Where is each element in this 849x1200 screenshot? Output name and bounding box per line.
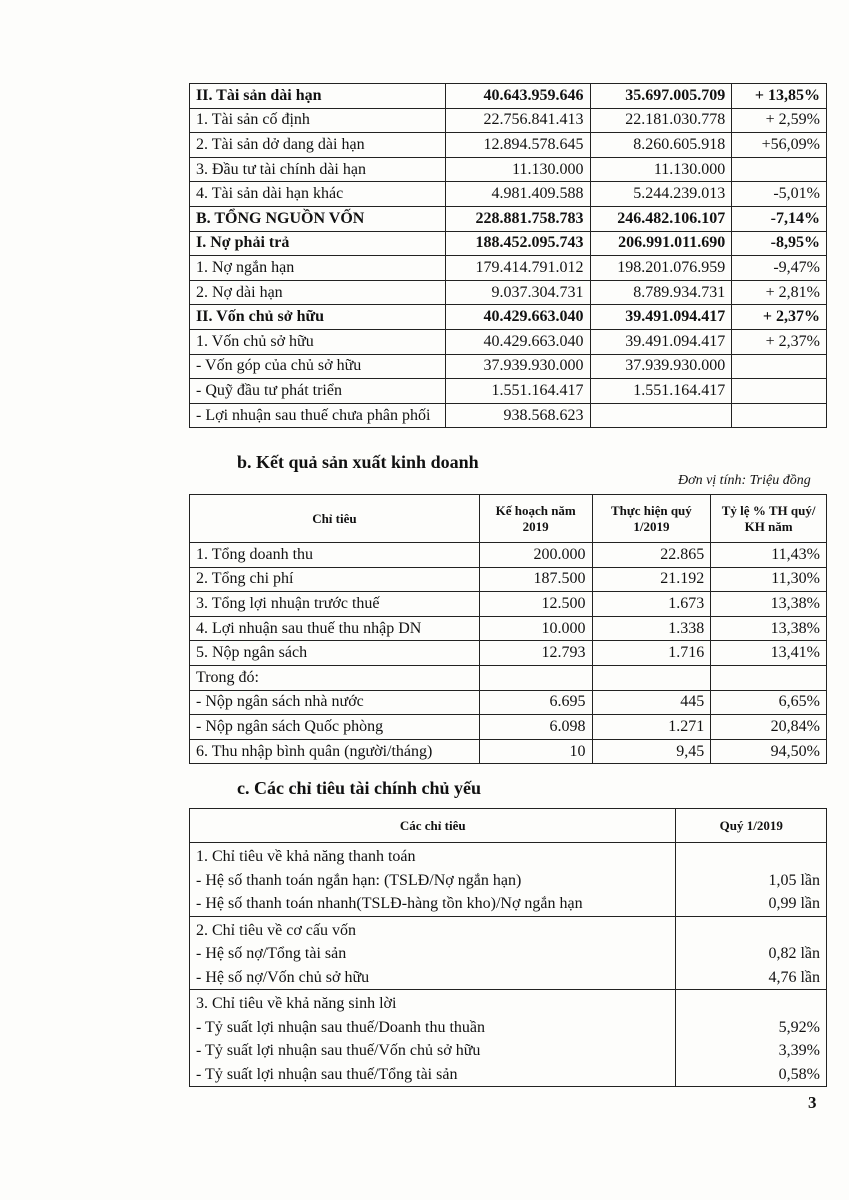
ratio-value: 13,38% <box>711 616 827 641</box>
table-row <box>190 206 827 231</box>
value-col2: 5.244.239.013 <box>590 182 732 207</box>
row-label: 3. Tổng lợi nhuận trước thuế <box>190 592 480 617</box>
table-row <box>190 305 827 330</box>
row-label: 6. Thu nhập bình quân (người/tháng) <box>190 739 480 764</box>
row-label: Trong đó: <box>190 665 480 690</box>
value-col3: +56,09% <box>732 133 827 158</box>
plan-value: 6.695 <box>479 690 592 715</box>
group-labels <box>190 990 676 1087</box>
table-row <box>190 329 827 354</box>
plan-value <box>479 665 592 690</box>
page-number: 3 <box>808 1093 817 1112</box>
plan-value: 12.500 <box>479 592 592 617</box>
header-ratio: Tỷ lệ % TH quý/ KH năm <box>711 495 827 543</box>
row-label: 1. Tài sản cố định <box>190 108 446 133</box>
row-label: 5. Nộp ngân sách <box>190 641 480 666</box>
actual-value: 1.716 <box>592 641 711 666</box>
spacer <box>682 992 820 1016</box>
indicator-value: 1,05 lần <box>768 871 820 889</box>
value-col2: 39.491.094.417 <box>590 305 732 330</box>
section-c-title: c. Các chỉ tiêu tài chính chủ yếu <box>237 778 482 798</box>
value-col2: 198.201.076.959 <box>590 256 732 281</box>
header-quarter: Quý 1/2019 <box>676 809 827 843</box>
value-col3: -7,14% <box>732 206 827 231</box>
value-col1: 938.568.623 <box>445 403 590 428</box>
ratio-value: 6,65% <box>711 690 827 715</box>
header-indicators: Các chỉ tiêu <box>190 809 676 843</box>
value-col1: 40.643.959.646 <box>445 84 590 109</box>
ratio-value: 13,41% <box>711 641 827 666</box>
table-row <box>190 616 827 641</box>
value-col1: 12.894.578.645 <box>445 133 590 158</box>
ratio-value: 11,43% <box>711 543 827 568</box>
table-row <box>190 641 827 666</box>
indicator-label: - Tỷ suất lợi nhuận sau thuế/Vốn chủ sở hữu <box>196 1042 481 1059</box>
actual-value: 1.271 <box>592 715 711 740</box>
spacer <box>682 919 820 943</box>
group-title: 2. Chỉ tiêu về cơ cấu vốn <box>196 921 356 939</box>
row-label: 1. Vốn chủ sở hữu <box>190 329 446 354</box>
table-row <box>190 567 827 592</box>
row-label: 2. Tổng chi phí <box>190 567 480 592</box>
row-label: - Quỹ đầu tư phát triển <box>190 379 446 404</box>
value-col1: 9.037.304.731 <box>445 280 590 305</box>
indicator-value: 4,76 lần <box>768 968 820 986</box>
header-plan: Kế hoạch năm 2019 <box>479 495 592 543</box>
table-row <box>190 739 827 764</box>
indicator-label: - Hệ số thanh toán nhanh(TSLĐ-hàng tồn kho)/Nợ ngắn hạn <box>196 895 583 912</box>
group-labels <box>190 843 676 917</box>
value-col3: -5,01% <box>732 182 827 207</box>
plan-value: 10.000 <box>479 616 592 641</box>
table-row <box>190 231 827 256</box>
group-labels <box>190 916 676 990</box>
value-col1: 188.452.095.743 <box>445 231 590 256</box>
row-label: 4. Lợi nhuận sau thuế thu nhập DN <box>190 616 480 641</box>
value-col2: 206.991.011.690 <box>590 231 732 256</box>
value-col1: 11.130.000 <box>445 157 590 182</box>
row-label: - Nộp ngân sách Quốc phòng <box>190 715 480 740</box>
plan-value: 10 <box>479 739 592 764</box>
group-row <box>190 843 827 917</box>
section-b-title: b. Kết quả sản xuất kinh doanh <box>237 452 479 472</box>
row-label: 2. Nợ dài hạn <box>190 280 446 305</box>
row-label: - Vốn góp của chủ sở hữu <box>190 354 446 379</box>
row-label: 2. Tài sản dở dang dài hạn <box>190 133 446 158</box>
table-row <box>190 84 827 109</box>
plan-value: 187.500 <box>479 567 592 592</box>
plan-value: 6.098 <box>479 715 592 740</box>
table-row <box>190 157 827 182</box>
value-col2: 22.181.030.778 <box>590 108 732 133</box>
table-row <box>190 379 827 404</box>
table-row <box>190 592 827 617</box>
indicator-value: 5,92% <box>778 1018 820 1036</box>
value-col1: 37.939.930.000 <box>445 354 590 379</box>
row-label: 3. Đầu tư tài chính dài hạn <box>190 157 446 182</box>
indicator-label: - Hệ số nợ/Tổng tài sản <box>196 945 347 962</box>
value-col3 <box>732 354 827 379</box>
value-col2 <box>590 403 732 428</box>
actual-value: 9,45 <box>592 739 711 764</box>
group-values <box>676 990 827 1087</box>
group-values <box>676 916 827 990</box>
ratio-value <box>711 665 827 690</box>
table-row <box>190 543 827 568</box>
indicator-value: 0,58% <box>778 1065 820 1083</box>
table-row <box>190 403 827 428</box>
plan-value: 12.793 <box>479 641 592 666</box>
row-label: 4. Tài sản dài hạn khác <box>190 182 446 207</box>
header-indicator: Chỉ tiêu <box>190 495 480 543</box>
row-label: II. Tài sản dài hạn <box>190 84 446 109</box>
indicator-value: 3,39% <box>778 1042 820 1059</box>
group-title: 1. Chỉ tiêu về khả năng thanh toán <box>196 848 416 865</box>
row-label: - Lợi nhuận sau thuế chưa phân phối <box>190 403 446 428</box>
indicator-label: - Hệ số thanh toán ngắn hạn: (TSLĐ/Nợ ngắn hạn) <box>196 871 522 889</box>
indicator-value: 0,82 lần <box>768 945 820 962</box>
ratio-value: 13,38% <box>711 592 827 617</box>
table-row <box>190 133 827 158</box>
value-col3: + 2,81% <box>732 280 827 305</box>
table-row <box>190 280 827 305</box>
value-col2: 11.130.000 <box>590 157 732 182</box>
value-col3 <box>732 157 827 182</box>
table-row <box>190 354 827 379</box>
actual-value: 1.673 <box>592 592 711 617</box>
table-row <box>190 715 827 740</box>
value-col1: 40.429.663.040 <box>445 329 590 354</box>
value-col3: + 13,85% <box>732 84 827 109</box>
row-label: - Nộp ngân sách nhà nước <box>190 690 480 715</box>
table-row <box>190 690 827 715</box>
plan-value: 200.000 <box>479 543 592 568</box>
business-results-table <box>189 494 827 764</box>
value-col3 <box>732 403 827 428</box>
value-col2: 246.482.106.107 <box>590 206 732 231</box>
value-col3: + 2,59% <box>732 108 827 133</box>
actual-value: 21.192 <box>592 567 711 592</box>
value-col1: 1.551.164.417 <box>445 379 590 404</box>
ratio-value: 11,30% <box>711 567 827 592</box>
header-actual: Thực hiện quý 1/2019 <box>592 495 711 543</box>
row-label: B. TỔNG NGUỒN VỐN <box>190 206 446 231</box>
actual-value: 1.338 <box>592 616 711 641</box>
table-row <box>190 256 827 281</box>
value-col2: 39.491.094.417 <box>590 329 732 354</box>
row-label: 1. Tổng doanh thu <box>190 543 480 568</box>
value-col3: -8,95% <box>732 231 827 256</box>
value-col2: 37.939.930.000 <box>590 354 732 379</box>
row-label: II. Vốn chủ sở hữu <box>190 305 446 330</box>
balance-sheet-table <box>189 83 827 428</box>
row-label: I. Nợ phải trả <box>190 231 446 256</box>
actual-value <box>592 665 711 690</box>
table-row <box>190 182 827 207</box>
group-values <box>676 843 827 917</box>
indicator-label: - Hệ số nợ/Vốn chủ sở hữu <box>196 968 370 986</box>
value-col1: 40.429.663.040 <box>445 305 590 330</box>
value-col2: 8.260.605.918 <box>590 133 732 158</box>
value-col2: 35.697.005.709 <box>590 84 732 109</box>
group-title: 3. Chỉ tiêu về khả năng sinh lời <box>196 995 397 1012</box>
value-col1: 4.981.409.588 <box>445 182 590 207</box>
ratio-value: 20,84% <box>711 715 827 740</box>
value-col3: -9,47% <box>732 256 827 281</box>
unit-label: Đơn vị tính: Triệu đồng <box>678 473 811 488</box>
row-label: 1. Nợ ngắn hạn <box>190 256 446 281</box>
spacer <box>682 845 820 869</box>
value-col3: + 2,37% <box>732 305 827 330</box>
actual-value: 22.865 <box>592 543 711 568</box>
value-col2: 1.551.164.417 <box>590 379 732 404</box>
group-row <box>190 990 827 1087</box>
value-col1: 179.414.791.012 <box>445 256 590 281</box>
value-col3 <box>732 379 827 404</box>
ratio-value: 94,50% <box>711 739 827 764</box>
financial-ratios-table <box>189 808 827 1087</box>
group-row <box>190 916 827 990</box>
indicator-value: 0,99 lần <box>768 895 820 912</box>
actual-value: 445 <box>592 690 711 715</box>
value-col1: 228.881.758.783 <box>445 206 590 231</box>
indicator-label: - Tỷ suất lợi nhuận sau thuế/Tổng tài sản <box>196 1065 458 1083</box>
indicator-label: - Tỷ suất lợi nhuận sau thuế/Doanh thu thuần <box>196 1018 486 1036</box>
value-col2: 8.789.934.731 <box>590 280 732 305</box>
table-row <box>190 665 827 690</box>
value-col1: 22.756.841.413 <box>445 108 590 133</box>
value-col3: + 2,37% <box>732 329 827 354</box>
table-row <box>190 108 827 133</box>
